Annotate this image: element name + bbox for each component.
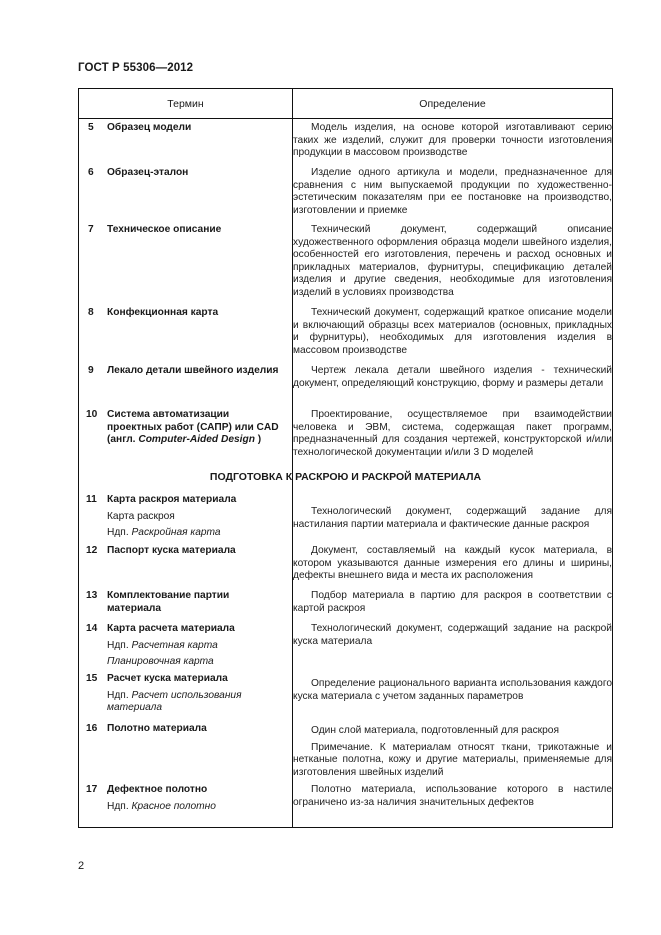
entry-term: Образец модели <box>107 122 192 133</box>
entry-term: Карта расчета материала Ндп. Расчетная карта Планировочная карта <box>107 623 285 669</box>
entry-term: Дефектное полотно Ндп. Красное полотно <box>107 784 285 813</box>
header-divider <box>79 118 612 119</box>
entry-definition: Изделие одного артикула и модели, предназначенное для сравнения с ним выпускаемой продукции по художественно-эстетическим показателям при ее постановке на производство, изготовлении и приемке <box>293 167 612 216</box>
deprecated-term: Ндп. Расчетная карта <box>107 639 218 651</box>
entry-term: Образец-эталон <box>107 167 189 178</box>
deprecated-term: Ндп. Раскройная карта <box>107 527 221 539</box>
entry-number: 13 <box>86 590 98 601</box>
entry-definition: Технологический документ, содержащий задание для настилания партии материала и фактические данные раскроя <box>293 506 612 530</box>
note: Примечание. К материалам относят ткани, трикотажные и нетканые полотна, кожу и другие материалы, применяемые для изготовления швейных изделий <box>293 741 612 778</box>
entry-term: Паспорт куска материала <box>107 545 236 556</box>
entry-number: 14 <box>86 623 98 634</box>
entry-term: Полотно материала <box>107 723 207 734</box>
entry-definition: Подбор материала в партию для раскроя в соответствии с картой раскроя <box>293 590 612 614</box>
entry-number: 16 <box>86 723 98 734</box>
section-heading: ПОДГОТОВКА К РАСКРОЮ И РАСКРОЙ МАТЕРИАЛА <box>209 471 482 483</box>
deprecated-term: Ндп. Красное полотно <box>107 800 216 812</box>
entry-number: 8 <box>88 307 94 318</box>
entry-definition: Документ, составляемый на каждый кусок материала, в котором указываются данные измерения его длины и ширины, дефекты внешнего вида и места их расположения <box>293 545 612 582</box>
deprecated-term: Планировочная карта <box>107 656 214 668</box>
entry-definition: Технический документ, содержащий описание художественного оформления образца модели швейного изделия, особенностей его изготовления, перечень и расход основных и прикладных материалов, фурнитуры, спецификацию деталей изделия и другие сведения, необходимые для изготовления изделий в условиях производства <box>293 224 612 298</box>
entry-definition: Технологический документ, содержащий задание на раскрой куска материала <box>293 623 612 647</box>
entry-term: Лекало детали швейного изделия <box>107 365 279 376</box>
entry-definition: Модель изделия, на основе которой изготавливают серию таких же изделий, служит для проверки точности изготовления продукции в массовом производстве <box>293 122 612 159</box>
entry-term: Техническое описание <box>107 224 222 235</box>
entry-number: 9 <box>88 365 94 376</box>
deprecated-term: Ндп. Расчет использования материала <box>107 689 242 714</box>
entry-number: 10 <box>86 409 98 420</box>
entry-number: 7 <box>88 224 94 235</box>
entry-definition: Полотно материала, использование которого в настиле ограничено из-за наличия значительных дефектов <box>293 784 612 808</box>
entry-number: 17 <box>86 784 98 795</box>
header-term: Термин <box>167 97 204 110</box>
entry-number: 15 <box>86 673 98 684</box>
document-title: ГОСТ Р 55306—2012 <box>78 62 194 74</box>
entry-term: Конфекционная карта <box>107 307 219 318</box>
entry-number: 11 <box>86 494 97 505</box>
synonym: Карта раскроя <box>107 510 175 522</box>
entry-number: 12 <box>86 545 98 556</box>
header-definition: Определение <box>419 97 486 110</box>
entry-definition: Технический документ, содержащий краткое описание модели и включающий образцы всех материалов (основных, прикладных и фурнитуры), необходимых для изготовления изделия в массовом производстве <box>293 307 612 356</box>
entry-definition: Чертеж лекала детали швейного изделия - технический документ, определяющий конструкцию, форму и размеры детали <box>293 365 612 389</box>
entry-definition: Проектирование, осуществляемое при взаимодействии человека и ЭВМ, система, содержащая пакет программ, предназначенный для создания чертежей, конструкторской и/или технологической документации и/или 3 D моделей <box>293 409 612 458</box>
page-number: 2 <box>78 860 85 872</box>
entry-number: 6 <box>88 167 94 178</box>
entry-term: Система автоматизации проектных работ (САПР) или CAD (англ. Computer-Aided Design ) <box>107 409 279 446</box>
entry-definition: Определение рационального варианта использования каждого куска материала с учетом заданных параметров <box>293 678 612 702</box>
entry-term: Карта раскроя материала Карта раскроя Ндп. Раскройная карта <box>107 494 285 540</box>
entry-number: 5 <box>88 122 94 133</box>
entry-definition: Один слой материала, подготовленный для раскроя Примечание. К материалам относят ткани, трикотажные и нетканые полотна, кожу и другие материалы, применяемые для изготовления швейных изделий <box>293 725 612 778</box>
entry-term: Расчет куска материала Ндп. Расчет использования материала <box>107 673 285 715</box>
terms-table <box>78 88 613 828</box>
entry-term: Комплектование партии материала <box>107 590 230 614</box>
